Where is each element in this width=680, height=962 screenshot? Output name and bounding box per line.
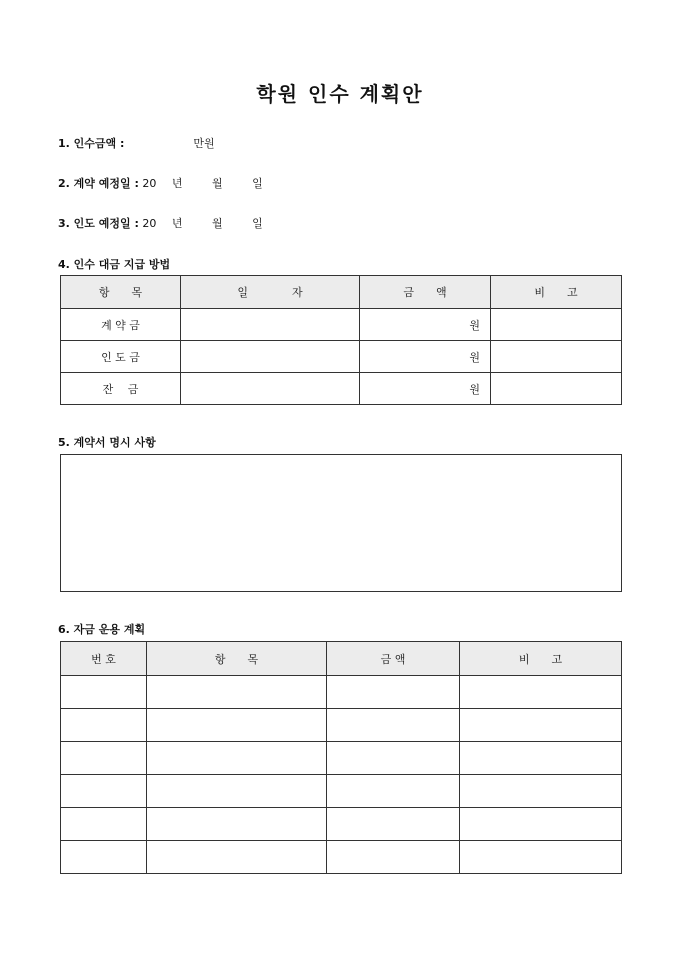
delivery-date-prefix: 20 (142, 217, 157, 230)
cell[interactable] (327, 709, 460, 742)
contract-date-day: 일 (252, 177, 263, 190)
row-note-cell[interactable] (491, 373, 622, 405)
cell[interactable] (147, 676, 327, 709)
table-row (61, 341, 622, 373)
contract-date-prefix: 20 (142, 177, 157, 190)
header-amount: 금 액 (360, 276, 491, 309)
cell[interactable] (460, 841, 622, 874)
table-row (61, 808, 622, 841)
table-row (61, 841, 622, 874)
cell[interactable] (327, 742, 460, 775)
payment-method-table (60, 275, 622, 405)
cell[interactable] (61, 775, 147, 808)
contract-date-label: 2. 계약 예정일 : (58, 177, 139, 190)
cell[interactable] (147, 709, 327, 742)
header-number: 번 호 (61, 642, 147, 676)
header-item: 항 목 (147, 642, 327, 676)
contract-date-month: 월 (212, 177, 223, 190)
cell[interactable] (61, 808, 147, 841)
row-note-cell[interactable] (491, 309, 622, 341)
cell[interactable] (327, 775, 460, 808)
acquisition-amount-unit: 만원 (193, 137, 215, 150)
table-row (61, 676, 622, 709)
delivery-date-month: 월 (212, 217, 223, 230)
cell[interactable] (147, 808, 327, 841)
cell[interactable] (147, 841, 327, 874)
cell[interactable] (460, 676, 622, 709)
acquisition-amount-label: 1. 인수금액 : (58, 137, 125, 150)
header-amount: 금 액 (327, 642, 460, 676)
row-amount-cell[interactable]: 원 (360, 309, 491, 341)
cell[interactable] (327, 841, 460, 874)
cell[interactable] (460, 808, 622, 841)
cell[interactable] (460, 742, 622, 775)
delivery-date-day: 일 (252, 217, 263, 230)
cell[interactable] (460, 775, 622, 808)
table-header-row (61, 642, 622, 676)
section5-title: 5. 계약서 명시 사항 (58, 436, 156, 449)
table-row (61, 709, 622, 742)
section6-title: 6. 자금 운용 계획 (58, 623, 146, 636)
cell[interactable] (61, 742, 147, 775)
delivery-date-line (58, 215, 263, 231)
row-amount-cell[interactable]: 원 (360, 373, 491, 405)
table-header-row (61, 276, 622, 309)
cell[interactable] (327, 676, 460, 709)
contract-terms-box[interactable] (60, 454, 622, 592)
table-row (61, 309, 622, 341)
cell[interactable] (61, 676, 147, 709)
table-row (61, 373, 622, 405)
section4-title: 4. 인수 대금 지급 방법 (58, 258, 171, 271)
cell[interactable] (61, 841, 147, 874)
page-title: 학원 인수 계획안 (256, 82, 424, 106)
header-item: 항 목 (61, 276, 181, 309)
header-note: 비 고 (491, 276, 622, 309)
row-date-cell[interactable] (181, 373, 360, 405)
row-date-cell[interactable] (181, 341, 360, 373)
cell[interactable] (460, 709, 622, 742)
table-row (61, 775, 622, 808)
delivery-date-year: 년 (171, 217, 183, 230)
fund-plan-table (60, 641, 622, 874)
delivery-date-label: 3. 인도 예정일 : (58, 217, 139, 230)
row-amount-cell[interactable]: 원 (360, 341, 491, 373)
contract-date-year: 년 (171, 177, 183, 190)
row-item: 계 약 금 (61, 309, 181, 341)
header-date: 일 자 (181, 276, 360, 309)
cell[interactable] (147, 742, 327, 775)
row-note-cell[interactable] (491, 341, 622, 373)
acquisition-amount-line (58, 135, 215, 151)
row-item: 잔 금 (61, 373, 181, 405)
cell[interactable] (61, 709, 147, 742)
cell[interactable] (327, 808, 460, 841)
row-item: 인 도 금 (61, 341, 181, 373)
row-date-cell[interactable] (181, 309, 360, 341)
table-row (61, 742, 622, 775)
cell[interactable] (147, 775, 327, 808)
header-note: 비 고 (460, 642, 622, 676)
contract-date-line (58, 175, 263, 191)
